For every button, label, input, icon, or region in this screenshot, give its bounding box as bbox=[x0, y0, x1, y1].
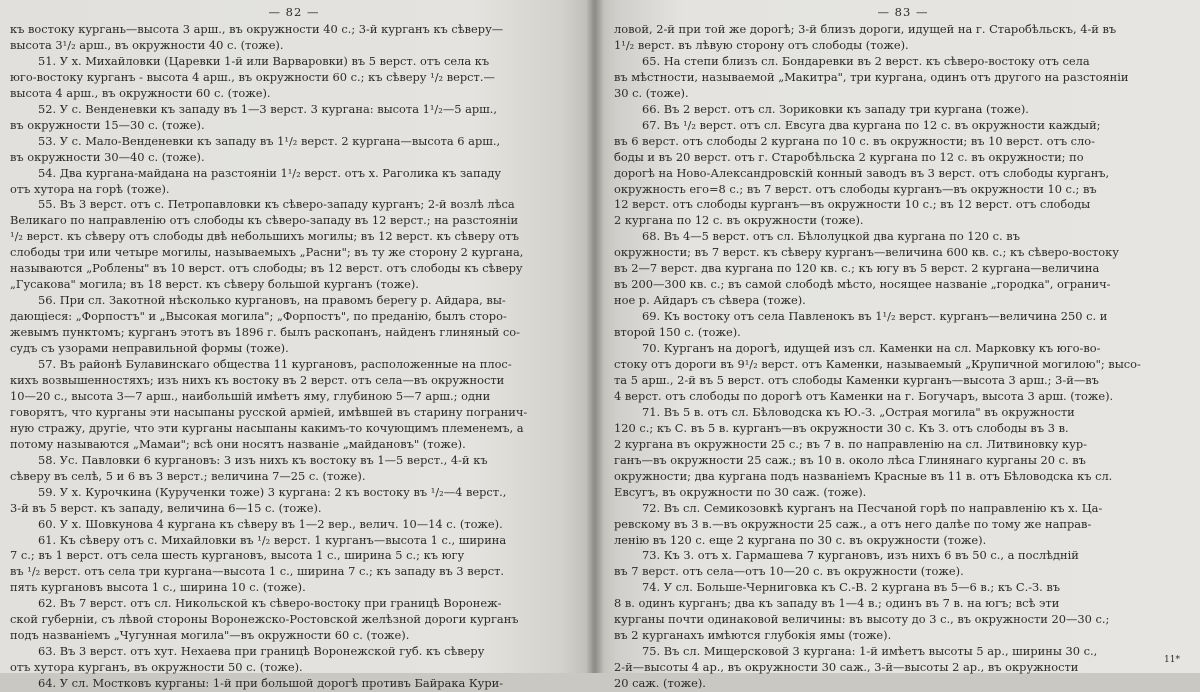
text-line: „Гусакова" могила; въ 18 верст. къ сѣверу большой курганъ (тоже). bbox=[10, 277, 419, 292]
text-line: 65. На степи близъ сл. Бондаревки въ 2 верст. къ сѣверо-востоку отъ села bbox=[642, 53, 1090, 68]
text-line: та 5 арш., 2-й въ 5 верст. отъ слободы Каменки курганъ—высота 3 арш.; 3-й—въ bbox=[614, 372, 1099, 387]
left-page bbox=[0, 0, 592, 691]
text-line: ленію въ 120 с. еще 2 кургана по 30 с. въ окружности (тоже). bbox=[614, 532, 987, 547]
text-line: 61. Къ сѣверу отъ с. Михайловки въ ¹/₂ верст. 1 курганъ—высота 1 с., ширина bbox=[38, 532, 507, 547]
text-line: ное р. Айдаръ съ сѣвера (тоже). bbox=[614, 293, 806, 308]
text-line: 68. Въ 4—5 верст. отъ сл. Бѣлолуцкой два кургана по 120 с. въ bbox=[642, 229, 1020, 244]
text-line: стоку отъ дороги въ 9¹/₂ верст. отъ Каменки, называемый „Крупичной могилою"; высо- bbox=[614, 357, 1141, 372]
text-line: 54. Два кургана-майдана на разстояніи 1¹/₂ верст. отъ х. Раголика къ западу bbox=[38, 165, 502, 180]
text-line: окружности; два кургана подъ названіемъ Красные въ 11 в. отъ Бѣловодска къ сл. bbox=[614, 468, 1113, 483]
text-line: въ 200—300 кв. с.; въ самой слободѣ мѣсто, носящее названіе „городка", огранич- bbox=[614, 277, 1111, 292]
text-line: курганы почти одинаковой величины: въ высоту до 3 с., въ окружности 20—30 с.; bbox=[614, 612, 1110, 627]
text-line: ловой, 2-й при той же дорогѣ; 3-й близъ дороги, идущей на г. Старобѣльскъ, 4-й въ bbox=[614, 22, 1117, 36]
text-line: 4 верст. отъ слободы по дорогѣ отъ Каменки на г. Богучаръ, высота 3 арш. (тоже). bbox=[614, 388, 1114, 403]
text-line: 59. У х. Курочкина (Курученки тоже) 3 кургана: 2 къ востоку въ ¹/₂—4 верст., bbox=[38, 484, 507, 499]
text-line: 12 верст. отъ слободы курганъ—въ окружности 10 с.; въ 12 верст. отъ слободы bbox=[614, 197, 1091, 212]
text-line: боды и въ 20 верст. отъ г. Старобѣльска 2 кургана по 12 с. въ окружности; по bbox=[614, 149, 1084, 164]
text-line: сѣверу въ селѣ, 5 и 6 въ 3 верст.; величина 7—25 с. (тоже). bbox=[10, 468, 366, 483]
text-line: 1¹/₂ верст. въ лѣвую сторону отъ слободы (тоже). bbox=[614, 37, 909, 52]
text-line: 66. Въ 2 верст. отъ сл. Зориковки къ западу три кургана (тоже). bbox=[642, 101, 1029, 116]
text-line: ную стражу, другіе, что эти курганы насыпаны какимъ-то кочующимъ племенемъ, а bbox=[10, 420, 524, 435]
text-line: 30 с. (тоже). bbox=[614, 85, 689, 100]
text-line: въ 6 верст. отъ слободы 2 кургана по 10 с. въ окружности; въ 10 верст. отъ сло- bbox=[614, 133, 1096, 148]
text-line: говорятъ, что курганы эти насыпаны русской арміей, имѣвшей въ старину погранич- bbox=[10, 404, 528, 419]
text-line: 52. У с. Венденевки къ западу въ 1—3 верст. 3 кургана: высота 1¹/₂—5 арш., bbox=[38, 101, 498, 116]
text-line: Великаго по направленію отъ слободы къ сѣверо-западу въ 12 верст.; на разстояніи bbox=[10, 213, 519, 228]
text-line: 8 в. одинъ курганъ; два къ западу въ 1—4 в.; одинъ въ 7 в. на югъ; всѣ эти bbox=[614, 596, 1060, 611]
text-line: 20 саж. (тоже). bbox=[614, 676, 706, 691]
text-line: 58. Ус. Павловки 6 кургановъ: 3 изъ нихъ къ востоку въ 1—5 верст., 4-й къ bbox=[38, 452, 488, 467]
text-line: 63. Въ 3 верст. отъ хут. Нехаева при границѣ Воронежской губ. къ сѣверу bbox=[38, 644, 485, 659]
text-line: высота 3¹/₂ арш., въ окружности 40 с. (тоже). bbox=[10, 37, 284, 52]
text-line: дорогѣ на Ново-Александровскій конный заводъ въ 3 верст. отъ слободы курганъ, bbox=[614, 165, 1110, 180]
text-line: ¹/₂ верст. къ сѣверу отъ слободы двѣ небольшихъ могилы; въ 12 верст. къ сѣверу отъ bbox=[10, 229, 519, 244]
text-line: 51. У х. Михайловки (Царевки 1-й или Варваровки) въ 5 верст. отъ села къ bbox=[38, 53, 490, 68]
text-line: Евсугъ, въ окружности по 30 саж. (тоже). bbox=[614, 484, 867, 499]
text-line: 69. Къ востоку отъ села Павленокъ въ 1¹/₂ верст. курганъ—величина 250 с. и bbox=[642, 309, 1108, 324]
text-line: ганъ—въ окружности 25 саж.; въ 10 в. около лѣса Глинянаго курганы 20 с. въ bbox=[614, 452, 1086, 467]
text-line: въ окружности 15—30 с. (тоже). bbox=[10, 117, 205, 132]
text-line: 3-й въ 5 верст. къ западу, величина 6—15 с. (тоже). bbox=[10, 500, 322, 515]
text-line: 64. У сл. Мостковъ курганы: 1-й при большой дорогѣ противъ Байрака Кури- bbox=[38, 676, 504, 691]
text-line: 2 кургана въ окружности 25 с.; въ 7 в. по направленію на сл. Литвиновку кур- bbox=[614, 436, 1088, 451]
text-line: 74. У сл. Больше-Черниговка къ С.-В. 2 кургана въ 5—6 в.; къ С.-З. въ bbox=[642, 580, 1061, 595]
text-line: въ 7 верст. отъ села—отъ 10—20 с. въ окружности (тоже). bbox=[614, 564, 964, 579]
text-line: отъ хутора курганъ, въ окружности 50 с. (тоже). bbox=[10, 660, 303, 675]
text-line: дающіеся: „Форпостъ" и „Высокая могила"; „Форпостъ", по преданію, былъ сторо- bbox=[10, 309, 507, 324]
text-line: судъ съ узорами неправильной формы (тоже). bbox=[10, 341, 289, 356]
text-line: жевымъ пунктомъ; курганъ этотъ въ 1896 г. былъ раскопанъ, найденъ глиняный со- bbox=[10, 325, 520, 340]
text-line: ревскому въ 3 в.—въ окружности 25 саж., а отъ него далѣе по тому же направ- bbox=[614, 516, 1092, 531]
text-line: къ востоку кургань—высота 3 арш., въ окружности 40 с.; 3-й курганъ къ сѣверу— bbox=[10, 22, 504, 36]
text-line: подъ названіемъ „Чугунная могила"—въ окружности 60 с. (тоже). bbox=[10, 628, 410, 643]
right-page-text bbox=[614, 22, 1192, 692]
text-line: ской губерніи, съ лѣвой стороны Воронежско-Ростовской желѣзной дороги курганъ bbox=[10, 612, 519, 627]
text-line: отъ хутора на горѣ (тоже). bbox=[10, 181, 170, 196]
text-line: 2-й—высоты 4 ар., въ окружности 30 саж., 3-й—высоты 2 ар., въ окружности bbox=[614, 660, 1079, 675]
text-line: въ мѣстности, называемой „Макитра", три кургана, одинъ отъ другого на разстояніи bbox=[614, 69, 1129, 84]
text-line: въ 2 курганахъ имѣются глубокія ямы (тоже). bbox=[614, 628, 892, 643]
text-line: 120 с.; къ С. въ 5 в. курганъ—въ окружности 30 с. Къ З. отъ слободы въ 3 в. bbox=[614, 420, 1069, 435]
text-line: 53. У с. Мало-Венденевки къ западу въ 1¹/₂ верст. 2 кургана—высота 6 арш., bbox=[38, 133, 501, 148]
text-line: 75. Въ сл. Мищерсковой 3 кургана: 1-й имѣетъ высоты 5 ар., ширины 30 с., bbox=[642, 644, 1098, 659]
text-line: окружность его=8 с.; въ 7 верст. отъ слободы курганъ—въ окружности 10 с.; въ bbox=[614, 181, 1097, 196]
text-line: 7 с.; въ 1 верст. отъ села шесть кургановъ, высота 1 с., ширина 5 с.; къ югу bbox=[10, 548, 465, 563]
left-page-text bbox=[10, 22, 578, 692]
text-line: 57. Въ районѣ Булавинскаго общества 11 кургановъ, расположенные на плос- bbox=[38, 357, 512, 372]
text-line: 72. Въ сл. Семикозовкѣ курганъ на Песчаной горѣ по направленію къ х. Ца- bbox=[642, 500, 1103, 515]
text-line: 60. У х. Шовкунова 4 кургана къ сѣверу въ 1—2 вер., велич. 10—14 с. (тоже). bbox=[38, 516, 503, 531]
text-line: второй 150 с. (тоже). bbox=[614, 325, 741, 340]
text-line: въ 2—7 верст. два кургана по 120 кв. с.; къ югу въ 5 верст. 2 кургана—величина bbox=[614, 261, 1100, 276]
text-line: 10—20 с., высота 3—7 арш., наибольшій имѣетъ яму, глубиною 5—7 арш.; одни bbox=[10, 388, 491, 403]
text-line: называются „Роблены" въ 10 верст. отъ слободы; въ 12 верст. отъ слободы къ сѣверу bbox=[10, 261, 523, 276]
text-line: 2 кургана по 12 с. въ окружности (тоже). bbox=[614, 213, 864, 228]
signature-mark: 11* bbox=[1164, 655, 1180, 665]
text-line: юго-востоку курганъ - высота 4 арш., въ окружности 60 с.; къ сѣверу ¹/₂ верст.— bbox=[10, 69, 495, 84]
text-line: потому называются „Мамаи"; всѣ они носятъ названіе „майдановъ" (тоже). bbox=[10, 436, 466, 451]
text-line: слободы три или четыре могилы, называемыхъ „Расни"; въ ту же сторону 2 кургана, bbox=[10, 245, 524, 260]
page-number-left: — 82 — bbox=[268, 5, 320, 19]
text-line: 71. Въ 5 в. отъ сл. Бѣловодска къ Ю.-З. „Острая могила" въ окружности bbox=[642, 404, 1075, 419]
text-line: 67. Въ ¹/₂ верст. отъ сл. Евсуга два кургана по 12 с. въ окружности каждый; bbox=[642, 117, 1101, 132]
text-line: 56. При сл. Закотной нѣсколько кургановъ, на правомъ берегу р. Айдара, вы- bbox=[38, 293, 506, 308]
text-line: 55. Въ 3 верст. отъ с. Петропавловки къ сѣверо-западу курганъ; 2-й возлѣ лѣса bbox=[38, 197, 515, 212]
text-line: пять кургановъ высота 1 с., ширина 10 с. (тоже). bbox=[10, 580, 306, 595]
text-line: 62. Въ 7 верст. отъ сл. Никольской къ сѣверо-востоку при границѣ Воронеж- bbox=[38, 596, 502, 611]
text-line: окружности; въ 7 верст. къ сѣверу курганъ—величина 600 кв. с.; къ сѣверо-востоку bbox=[614, 245, 1119, 260]
text-line: 70. Курганъ на дорогѣ, идущей изъ сл. Каменки на сл. Марковку къ юго-во- bbox=[642, 341, 1101, 356]
text-line: высота 4 арш., въ окружности 60 с. (тоже). bbox=[10, 85, 271, 100]
right-page bbox=[592, 0, 1200, 691]
text-line: кихъ возвышенностяхъ; изъ нихъ къ востоку въ 2 верст. отъ села—въ окружности bbox=[10, 372, 505, 387]
text-line: 73. Къ З. отъ х. Гармашева 7 кургановъ, изъ нихъ 6 въ 50 с., а послѣдній bbox=[642, 548, 1079, 563]
text-line: въ ¹/₂ верст. отъ села три кургана—высота 1 с., ширина 7 с.; къ западу въ 3 верст. bbox=[10, 564, 505, 579]
page-number-right: — 83 — bbox=[877, 5, 929, 19]
text-line: въ окружности 30—40 с. (тоже). bbox=[10, 149, 205, 164]
